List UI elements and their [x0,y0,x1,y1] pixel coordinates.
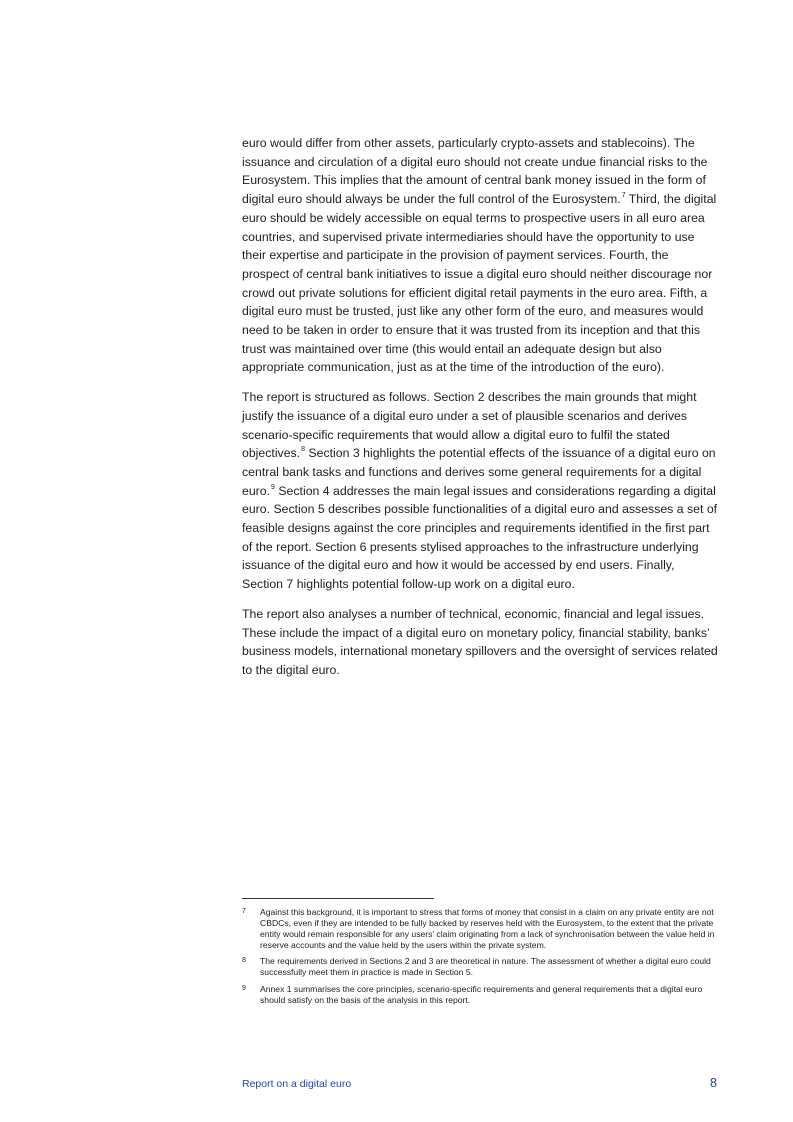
footnote-divider [242,898,434,899]
paragraph-text: Section 3 highlights the potential effects of the issuance of a digital euro on central bank tasks and functions and derives some general requirements for a digital euro. [242,446,716,498]
footnotes [242,907,720,1011]
paragraph-text: euro would differ from other assets, particularly crypto-assets and stablecoins). The issuance and circulation of a digital euro should not create undue financial risks to the Eurosystem. This implies that the amount of central bank money issued in the form of digital euro should always be under the full control of the Eurosystem. [242,136,708,207]
footnote-ref-9[interactable]: 9 [271,483,275,491]
footnote-number: 7 [242,908,246,915]
footnote-text: The requirements derived in Sections 2 and 3 are theoretical in nature. The assessment of whether a digital euro could successfully meet them in practice is made in Section 5. [260,956,711,978]
body-text [242,134,718,691]
footnote-text: Against this background, it is important to stress that forms of money that consist in a claim on any private entity are not CBDCs, even if they are intended to be fully backed by reserves held with the Eurosystem, to the extent that the private entity would remain responsible for any users’ claim originating from a lack of synchronisation between the value held in reserve accounts and the value held by the users within the private system. [260,907,715,951]
footnote-8 [242,956,720,978]
footer-report-title: Report on a digital euro [242,1078,352,1090]
footnote-number: 9 [242,984,246,992]
page-number: 8 [710,1076,717,1090]
paragraph-report-structure [242,388,718,594]
paragraph-text: Third, the digital euro should be widely accessible on equal terms to prospective users in all euro area countries, and supervised private intermediaries should have the opportunity to use their expertise and participate in the provision of payment services. Fourth, the prospect of central bank initiatives to issue a digital euro should neither discourage nor crowd out private solutions for efficient digital retail payments in the euro area. Fifth, a digital euro must be trusted, just like any other form of the euro, and measures would need to be taken in order to ensure that it was trusted from its inception and that this trust was maintained over time (this would entail an adequate design but also appropriate communication, just as at the time of the introduction of the euro). [242,192,717,375]
paragraph-principles [242,134,718,377]
footnote-ref-7[interactable]: 7 [621,192,626,200]
footnote-text: Annex 1 summarises the core principles, scenario-specific requirements and general requirements that a digital euro should satisfy on the basis of the analysis in this report. [260,983,703,1005]
paragraph-text: Section 4 addresses the main legal issues and considerations regarding a digital euro. Section 5 describes possible functionalities of a digital euro and assesses a set of feasible designs against the core principles and requirements identified in the first part of the report. Section 6 presents stylised approaches to the infrastructure underlying issuance of the digital euro and how it would be accessed by end users. Finally, Section 7 highlights potential follow-up work on a digital euro. [242,483,718,592]
footnote-number: 8 [242,957,246,965]
footnote-9 [242,984,720,1006]
paragraph-text: The report is structured as follows. Section 2 describes the main grounds that might justify the issuance of a digital euro under a set of plausible scenarios and derives scenario-specific requirements that would allow a digital euro to fulfil the stated objectives. [242,390,697,461]
footnote-ref-8[interactable]: 8 [301,446,306,454]
paragraph-analysis: The report also analyses a number of technical, economic, financial and legal issues. These include the impact of a digital euro on monetary policy, financial stability, banks’ business models, international monetary spillovers and the oversight of services related to the digital euro. [242,606,718,677]
footnote-7 [242,907,720,951]
